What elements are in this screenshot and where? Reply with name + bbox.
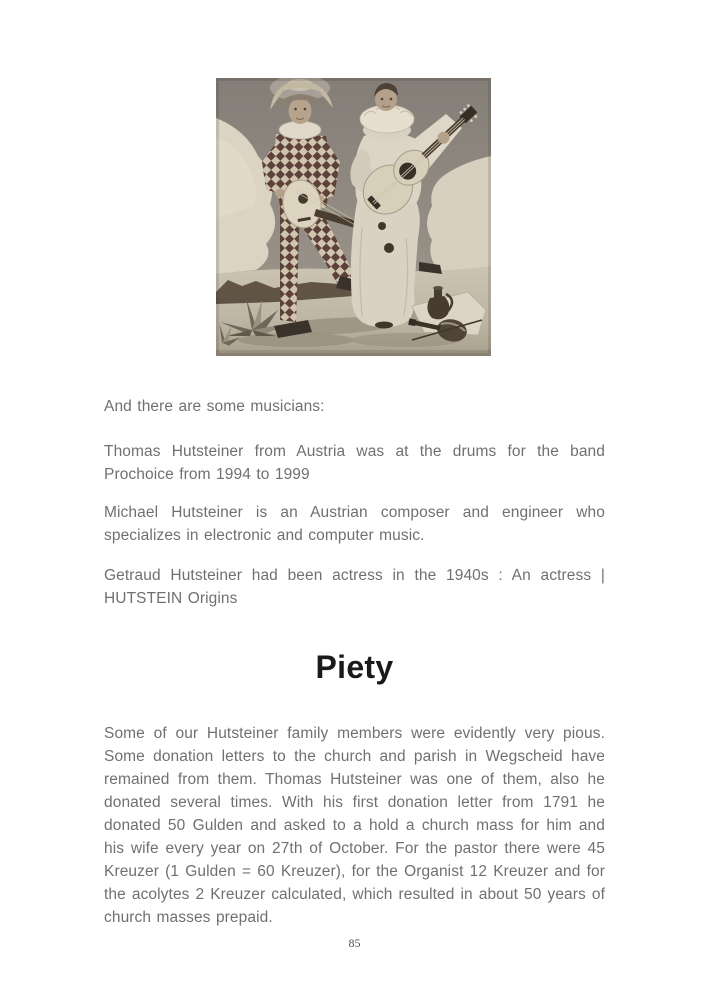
paragraph-piety: Some of our Hutsteiner family members were evidently very pious. Some donation letters to the church and parish in Wegscheid have remained from them. Thomas Hutsteiner was one of them, also he donated several times. With his first donation letter from 1791 he donated 50 Gulden and asked to a hold a church mass for him and his wife every year on 27th of October. For the pastor there were 45 Kreuzer (1 Gulden = 60 Kreuzer), for the Organist 12 Kreuzer and for the acolytes 2 Kreuzer calculated, which resulted in about 50 years of church masses prepaid.	[104, 725, 605, 926]
section-heading-piety: Piety	[315, 649, 394, 685]
paragraph-intro: And there are some musicians:	[104, 398, 325, 415]
paragraph-michael-hutsteiner: Michael Hutsteiner is an Austrian composer and engineer who specializes in electronic and computer music.	[104, 504, 605, 544]
page-number: 85	[348, 936, 361, 950]
figure-musicians-painting	[216, 78, 491, 356]
paragraph-thomas-hutsteiner: Thomas Hutsteiner from Austria was at the drums for the band Prochoice from 1994 to 1999	[104, 443, 605, 483]
paragraph-getraud-hutsteiner: Getraud Hutsteiner had been actress in the 1940s : An actress | HUTSTEIN Origins	[104, 567, 605, 607]
musicians-painting-image	[216, 78, 491, 356]
